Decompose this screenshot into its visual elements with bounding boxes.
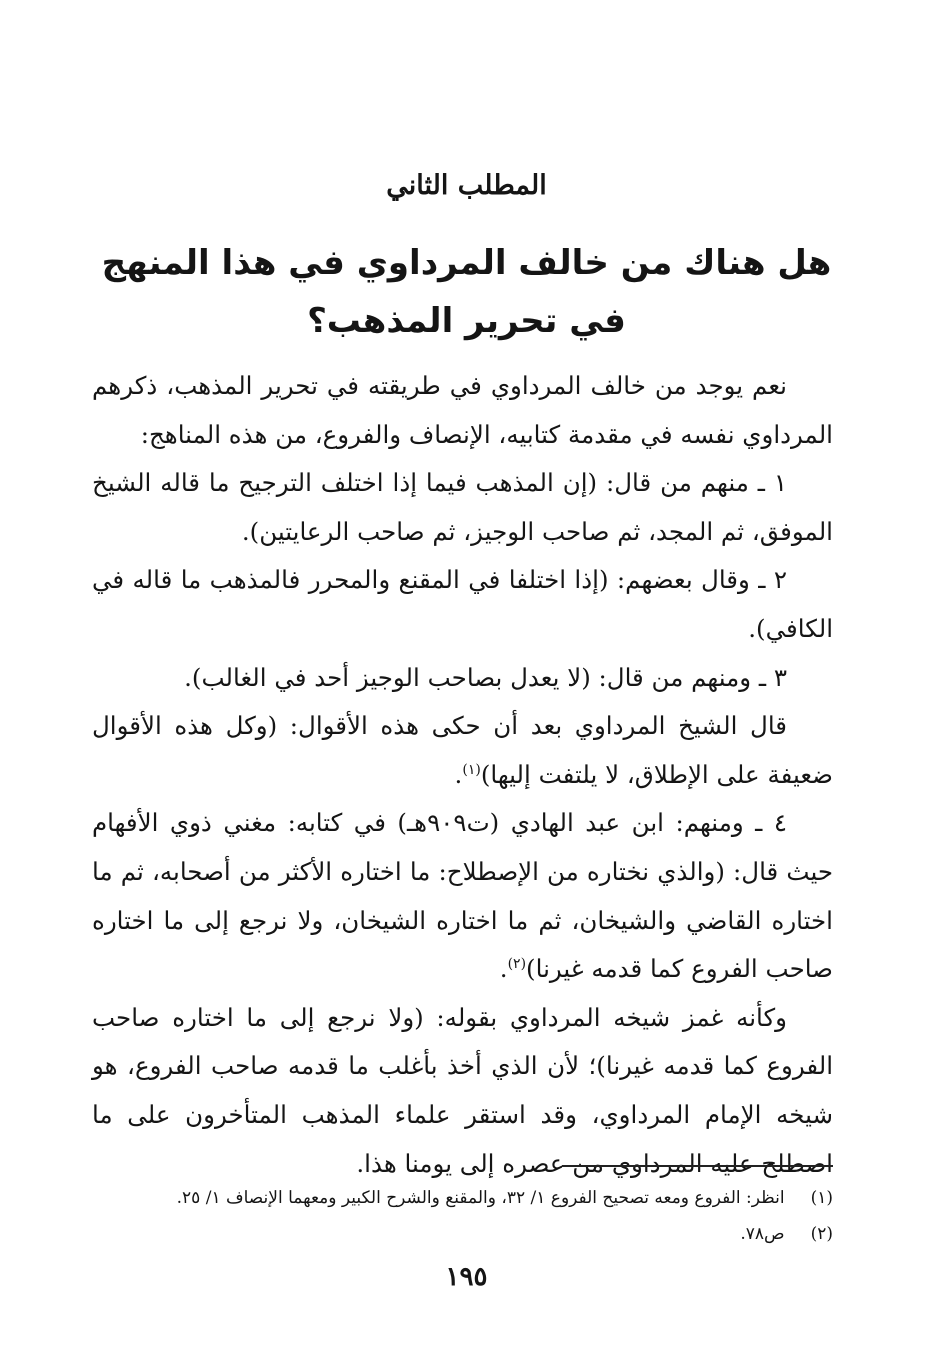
- paragraph-quote-end: .: [454, 759, 463, 789]
- paragraph-conclusion: وكأنه غمز شيخه المرداوي بقوله: (ولا نرجع إلى ما اختاره صاحب الفروع كما قدمه غيرنا)؛ لأن الذي أخذ بأغلب ما قدمه صاحب الفروع، هو شيخه الإمام المرداوي، وقد استقر علماء المذهب المتأخرون على ما اصطلح عليه المرداوي من عصره إلى يومنا هذا.: [92, 1002, 833, 1178]
- paragraph-intro: نعم يوجد من خالف المرداوي في طريقته في تحرير المذهب، ذكرهم المرداوي نفسه في مقدمة كتابيه، الإنصاف والفروع، من هذه المناهج:: [92, 371, 833, 449]
- chapter-title: [90, 234, 843, 350]
- title-line-2: في تحرير المذهب؟: [307, 301, 626, 341]
- footnote-2-text: ص٧٨.: [740, 1224, 785, 1244]
- body-text: [92, 362, 833, 1188]
- section-label: المطلب الثاني: [386, 170, 547, 201]
- footnote-separator: [562, 1165, 833, 1167]
- paragraph-item-1: ١ ـ منهم من قال: (إن المذهب فيما إذا اختلف الترجيح ما قاله الشيخ الموفق، ثم المجد، ثم صاحب الوجيز، ثم صاحب الرعايتين).: [92, 468, 833, 546]
- footnote-2: [140, 1216, 833, 1252]
- footnotes: [140, 1180, 833, 1252]
- title-line-1: هل هناك من خالف المرداوي في هذا المنهج: [101, 243, 832, 283]
- paragraph-item-4-text: ٤ ـ ومنهم: ابن عبد الهادي (ت٩٠٩هـ) في كتابه: مغني ذوي الأفهام حيث قال: (والذي نختاره من الإصطلاح: ما اختاره الأكثر من أصحابه، ثم ما اختاره القاضي والشيخان، ثم ما اختاره الشيخان، ولا نرجع إلى ما اختاره صاحب الفروع كما قدمه غيرنا): [92, 808, 833, 984]
- paragraph-item-3: ٣ ـ ومنهم من قال: (لا يعدل بصاحب الوجيز أحد في الغالب).: [184, 662, 787, 692]
- page-number: ١٩٥: [445, 1262, 488, 1292]
- paragraph-item-4: [92, 799, 833, 993]
- footnote-ref-2: (٢): [507, 955, 527, 972]
- footnote-2-number: (٢): [810, 1224, 833, 1244]
- paragraph-item-2: ٢ ـ وقال بعضهم: (إذا اختلفا في المقنع والمحرر فالمذهب ما قاله في الكافي).: [92, 565, 833, 643]
- footnote-ref-1: (١): [462, 761, 481, 778]
- footnote-1-text: انظر: الفروع ومعه تصحيح الفروع ١/ ٣٢، والمقنع والشرح الكبير ومعهما الإنصاف ١/ ٢٥.: [176, 1188, 785, 1208]
- paragraph-quote: [92, 702, 833, 799]
- paragraph-quote-text: قال الشيخ المرداوي بعد أن حكى هذه الأقوال: (وكل هذه الأقوال ضعيفة على الإطلاق، لا يلتفت إليها): [92, 711, 833, 789]
- paragraph-item-4-end: .: [499, 954, 508, 984]
- footnote-1: [140, 1180, 833, 1216]
- footnote-1-number: (١): [810, 1188, 833, 1208]
